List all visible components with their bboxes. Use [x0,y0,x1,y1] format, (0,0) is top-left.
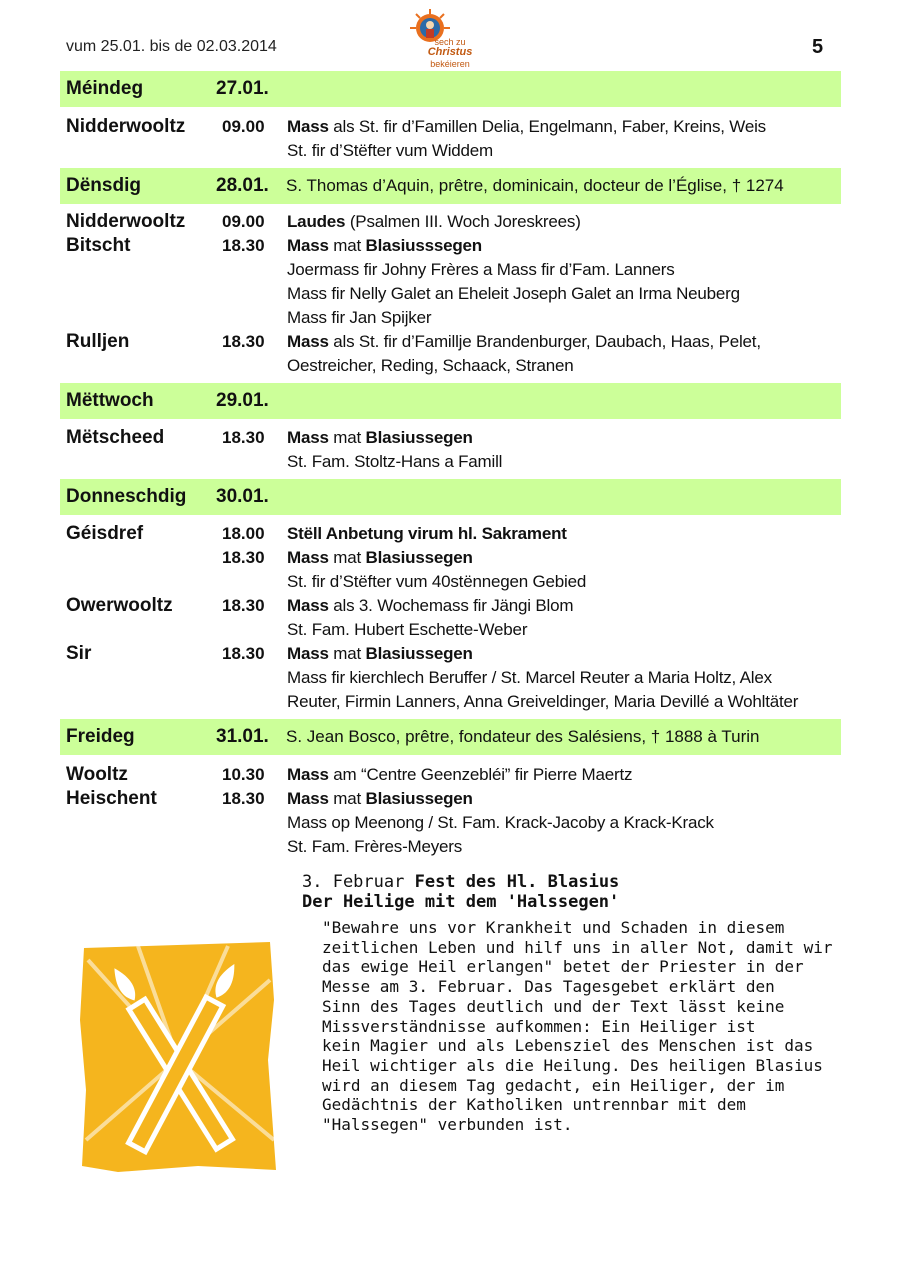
entry-line: St. Fam. Stoltz-Hans a Famill [287,452,503,471]
entry-line [287,426,473,450]
entry-line: St. fir d’Stëfter vum 40stënnegen Gebied [287,572,587,591]
entry-line [287,546,473,570]
article-line: zeitlichen Leben und hilf uns in aller Not, damit wir [322,937,833,957]
article-line: das ewige Heil erlangen" betet der Priester in der [322,957,804,977]
entry-line [287,234,482,258]
article-line: Messe am 3. Februar. Das Tagesgebet erklärt den [322,977,775,997]
place: Wooltz [66,764,128,785]
entry-bold: Mass [287,236,329,255]
entry-text: als 3. Wochemass fir Jängi Blom [328,596,574,615]
time: 18.30 [222,789,265,808]
article-title [302,872,619,892]
entry-line [287,642,473,666]
day-name: Mëttwoch [66,390,154,411]
day-date: 30.01. [216,486,269,507]
day-feast: S. Thomas d’Aquin, prêtre, dominicain, docteur de l’Église, † 1274 [286,176,784,195]
article-line: kein Magier und als Lebensziel des Menschen ist das [322,1036,814,1056]
day-date: 29.01. [216,390,269,411]
entry-bold-2: Blasiusssegen [365,236,482,255]
place: Nidderwooltz [66,116,186,137]
time: 18.30 [222,236,265,255]
time: 18.30 [222,428,265,447]
entry-line: Mass fir kierchlech Beruffer / St. Marcel Reuter a Maria Holtz, Alex [287,668,772,687]
time: 18.30 [222,332,265,351]
day-date: 27.01. [216,78,269,99]
entry-line: St. fir d’Stëfter vum Widdem [287,141,494,160]
article-subtitle: Der Heilige mit dem 'Halssegen' [302,892,620,912]
place: Sir [66,643,92,664]
entry-line [287,330,761,354]
entry-line: Joermass fir Johny Frères a Mass fir d’Fam. Lanners [287,260,675,279]
logo-text-1: sech zu [434,37,466,47]
entry-line: Mass op Meenong / St. Fam. Krack-Jacoby a Krack-Krack [287,813,714,832]
day-name: Donneschdig [66,486,187,507]
entry-bold: Mass [287,332,329,351]
article-body [322,918,832,1135]
entry-bold: Mass [287,548,329,567]
place: Rulljen [66,331,130,352]
entry-bold: Mass [287,765,329,784]
entry-line: St. Fam. Frères-Meyers [287,837,463,856]
day-date: 28.01. [216,175,269,196]
article-line: Gedächtnis der Katholiken untrennbar mit dem [322,1095,746,1115]
entry-bold-2: Blasiussegen [365,428,473,447]
entry-text: mat [328,236,366,255]
place: Heischent [66,788,157,809]
entry-bold-2: Blasiussegen [365,789,473,808]
logo-text-2: Christus [427,46,473,58]
place: Bitscht [66,235,131,256]
time: 18.00 [222,524,265,543]
place: Géisdref [66,523,144,544]
crossed-candles-icon [78,940,278,1174]
time: 10.30 [222,765,265,784]
article-line: wird an diesem Tag gedacht, ein Heiliger, der im [322,1075,785,1095]
entry-line: Mass fir Jan Spijker [287,308,432,327]
entry-text: als St. fir d’Famillje Brandenburger, Daubach, Haas, Pelet, [328,332,761,351]
place: Nidderwooltz [66,211,186,232]
day-band [60,719,841,755]
entry-bold-2: Blasiussegen [365,644,473,663]
day-band [60,168,841,204]
day-band [60,383,841,419]
entry-line: Mass fir Nelly Galet an Eheleit Joseph Galet an Irma Neuberg [287,284,740,303]
entry-text: mat [328,548,366,567]
day-date: 31.01. [216,726,269,747]
day-band [60,479,841,515]
entry-line: Oestreicher, Reding, Schaack, Stranen [287,356,574,375]
article-line: Heil wichtiger als die Heilung. Des heiligen Blasius [322,1055,823,1075]
time: 09.00 [222,117,265,136]
logo-text-3: bekéieren [430,59,470,69]
place: Mëtscheed [66,427,165,448]
entry-text: mat [328,644,366,663]
entry-bold: Mass [287,428,329,447]
entry-bold: Mass [287,644,329,663]
day-feast: S. Jean Bosco, prêtre, fondateur des Salésiens, † 1888 à Turin [286,727,760,746]
entry-text: als St. fir d’Famillen Delia, Engelmann, Faber, Kreins, Weis [328,117,766,136]
day-name: Méindeg [66,78,144,99]
entry-bold-2: Blasiussegen [365,548,473,567]
place: Owerwooltz [66,595,173,616]
entry-line [287,594,573,618]
entry-line [287,210,581,234]
entry-line: Stëll Anbetung virum hl. Sakrament [287,524,567,543]
date-range: vum 25.01. bis de 02.03.2014 [66,38,277,55]
entry-bold: Laudes [287,212,346,231]
entry-line: Reuter, Firmin Lanners, Anna Greiveldinger, Maria Devillé a Wohltäter [287,692,799,711]
time: 18.30 [222,596,265,615]
entry-line: St. Fam. Hubert Eschette-Weber [287,620,528,639]
entry-line [287,787,473,811]
page-number: 5 [812,36,824,58]
entry-line [287,763,632,787]
entry-bold: Mass [287,117,329,136]
time: 09.00 [222,212,265,231]
day-name: Freideg [66,726,135,747]
article-line: "Bewahre uns vor Krankheit und Schaden in diesem [322,918,785,937]
entry-bold: Mass [287,789,329,808]
entry-text: mat [328,428,366,447]
article-line: Sinn des Tages deutlich und der Text lässt keine [322,996,785,1016]
day-name: Dënsdig [66,175,141,196]
entry-bold: Mass [287,596,329,615]
day-band [60,71,841,107]
entry-text: mat [328,789,366,808]
time: 18.30 [222,644,265,663]
entry-text: (Psalmen III. Woch Joreskrees) [345,212,581,231]
article-title-bold: Fest des Hl. Blasius [414,872,620,892]
article-line: "Halssegen" verbunden ist. [322,1115,573,1135]
entry-line [287,115,766,139]
article-title-prefix: 3. Februar [302,872,415,892]
time: 18.30 [222,548,265,567]
entry-text: am “Centre Geenzebléi” fir Pierre Maertz [328,765,633,784]
article-line: Missverständnisse aufkommen: Ein Heiliger ist [322,1016,756,1036]
